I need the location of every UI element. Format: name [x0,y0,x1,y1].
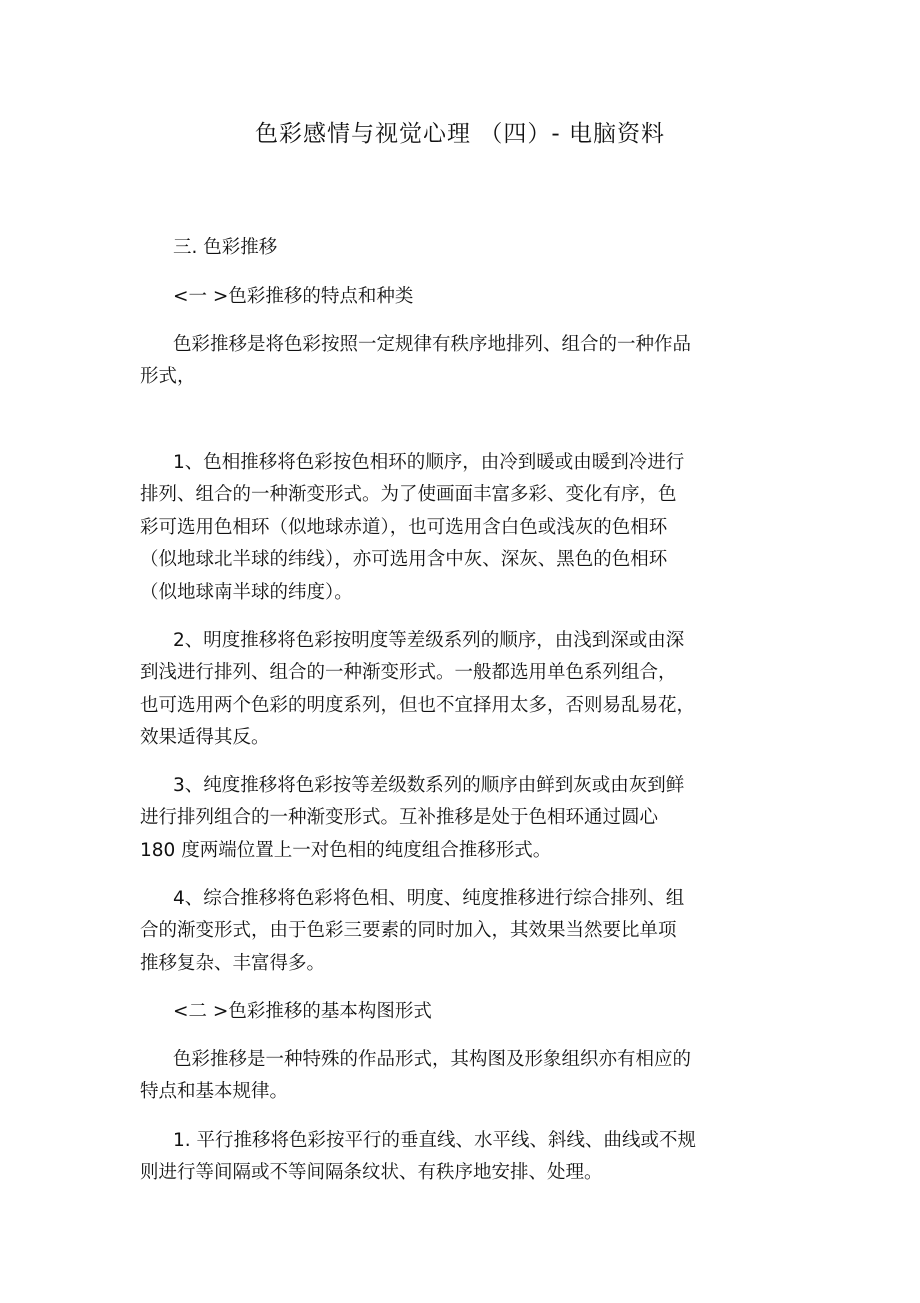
text-line: 色彩推移是一种特殊的作品形式，其构图及形象组织亦有相应的 [173,1049,692,1070]
text-line: 进行排列组合的一种渐变形式。互补推移是处于色相环通过圆心 [140,807,659,829]
document-title: 色彩感情与视觉心理 （四）- 电脑资料 [255,121,665,147]
text-line: 180 度两端位置上一对色相的纯度组合推移形式。 [140,839,552,861]
paragraph [140,625,760,755]
text-line: （似地球南半球的纬度）。 [140,581,353,603]
paragraph [140,329,760,394]
subsection-heading [140,996,760,1028]
text-line: <一 >色彩推移的特点和种类 [173,286,414,307]
subsection-heading [140,281,760,313]
text-line: 特点和基本规律。 [140,1081,289,1103]
text-line: 三. 色彩推移 [173,237,278,258]
paragraph [140,883,760,980]
text-line: 排列、组合的一种渐变形式。为了使画面丰富多彩、变化有序，色 [140,484,677,506]
paragraph [140,447,760,609]
text-line: 到浅进行排列、组合的一种渐变形式。一般都选用单色系列组合， [140,662,677,684]
text-line: 则进行等间隔或不等间隔条纹状、有秩序地安排、处理。 [140,1162,603,1184]
text-line: 3、纯度推移将色彩按等差级数系列的顺序由鲜到灰或由灰到鲜 [173,775,685,796]
text-line: 色彩推移是将色彩按照一定规律有秩序地排列、组合的一种作品 [173,334,692,355]
text-line: 也可选用两个色彩的明度系列，但也不宜择用太多，否则易乱易花， [140,694,696,716]
paragraph [140,1044,760,1109]
text-line: 彩可选用色相环（似地球赤道），也可选用含白色或浅灰的色相环 [140,516,668,538]
paragraph [140,770,760,867]
text-line: 1. 平行推移将色彩按平行的垂直线、水平线、斜线、曲线或不规 [173,1130,697,1151]
text-line: （似地球北半球的纬线），亦可选用含中灰、深灰、黑色的色相环 [140,549,668,571]
text-line: 形式， [140,366,196,388]
text-line: 4、综合推移将色彩将色相、明度、纯度推移进行综合排列、组 [173,888,685,909]
text-line: 合的渐变形式，由于色彩三要素的同时加入，其效果当然要比单项 [140,920,677,942]
text-line: 效果适得其反。 [140,727,270,749]
text-line: <二 >色彩推移的基本构图形式 [173,1001,432,1022]
text-line: 1、色相推移将色彩按色相环的顺序，由冷到暖或由暖到冷进行 [173,452,685,473]
text-line: 2、明度推移将色彩按明度等差级系列的顺序，由浅到深或由深 [173,630,685,651]
section-heading [140,232,760,264]
paragraph [140,1125,760,1190]
text-line: 推移复杂、丰富得多。 [140,952,326,974]
